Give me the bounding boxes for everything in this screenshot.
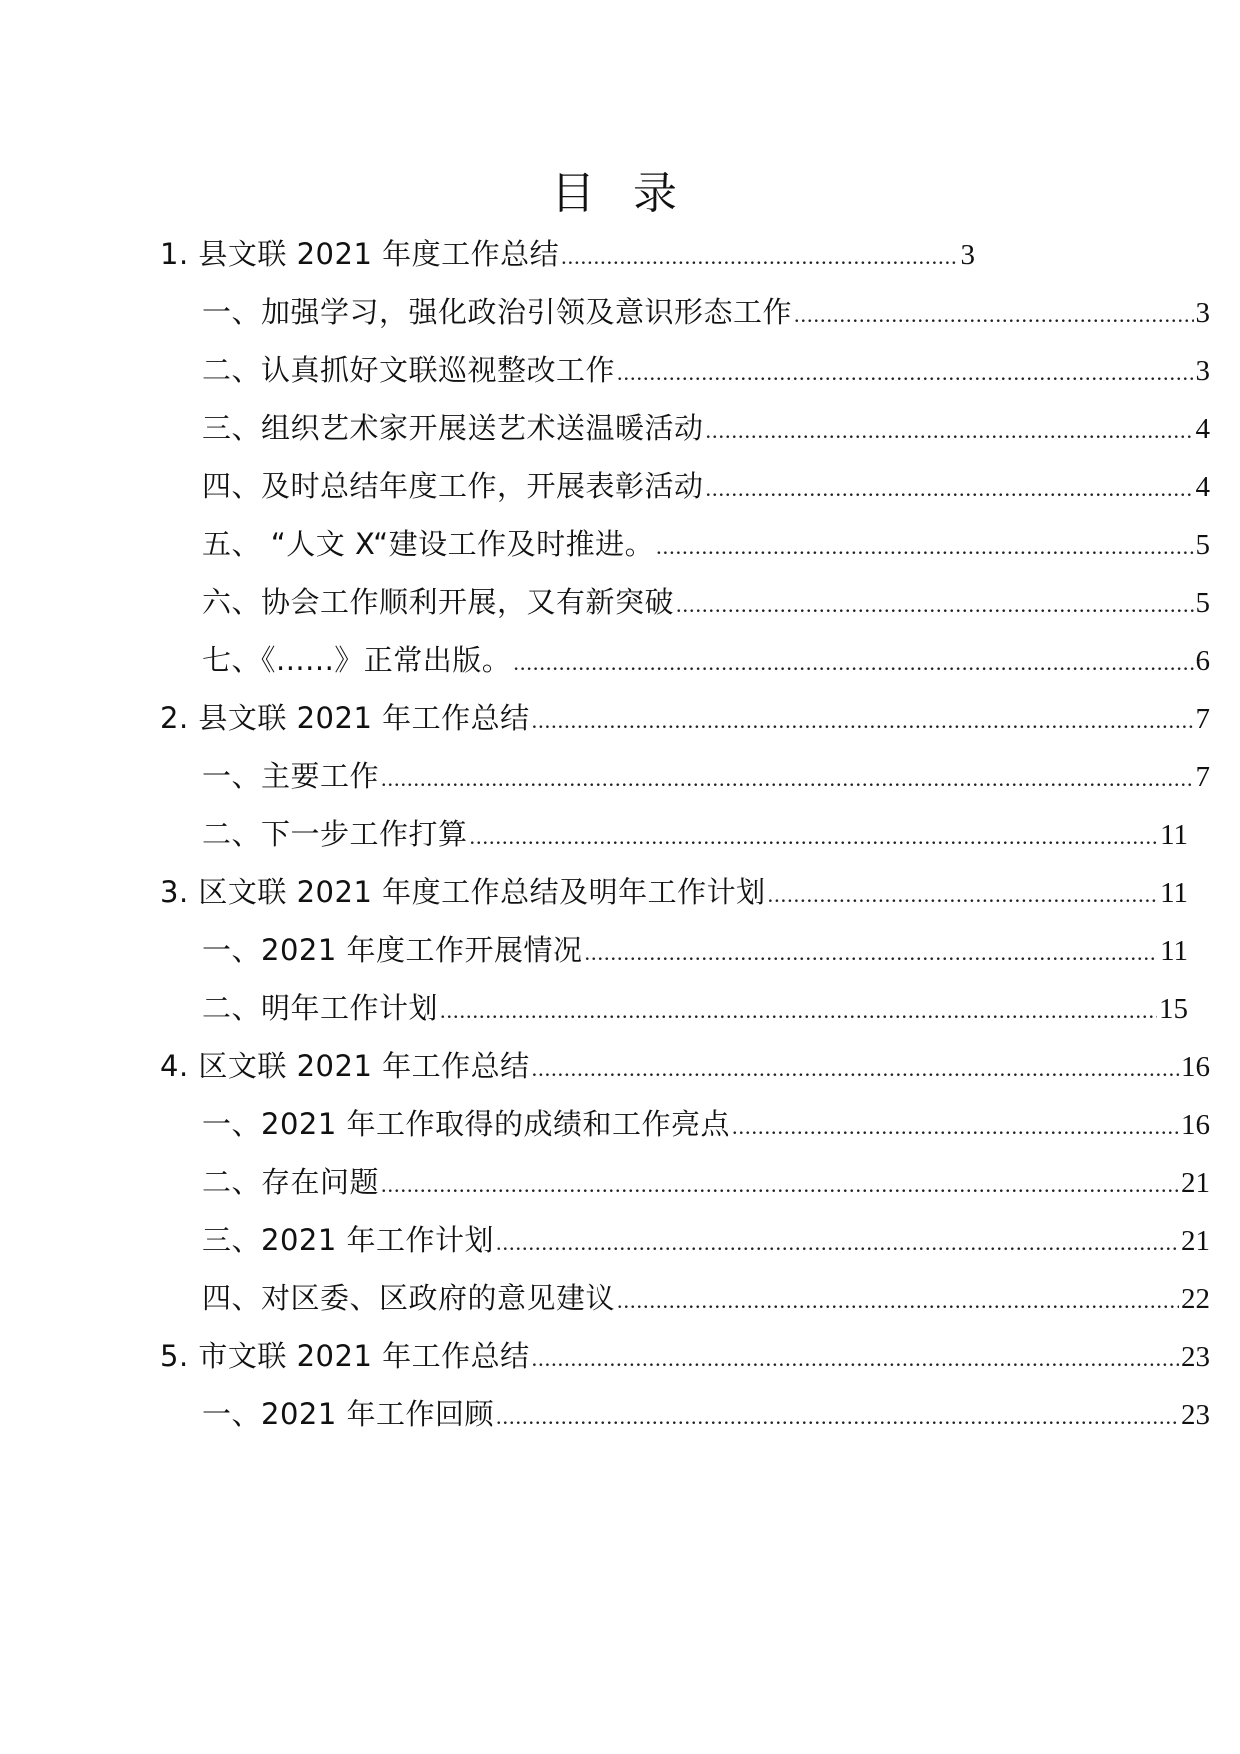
toc-entry[interactable] [202,348,1210,392]
dot-leader [706,409,1194,450]
toc-entry-title: 七、《......》正常出版。 [202,643,512,677]
dot-leader [496,1221,1179,1262]
dot-leader [532,1047,1179,1088]
toc-entry-page-number: 11 [1160,935,1188,967]
toc-entry-page-number: 6 [1195,645,1210,677]
dot-leader [768,873,1158,914]
toc-entry-title: 4. 区文联 2021 年工作总结 [160,1049,530,1083]
dot-leader [676,583,1193,624]
dot-leader [732,1105,1179,1146]
toc-entry[interactable] [202,464,1210,508]
toc-entry-page-number: 16 [1181,1109,1210,1141]
dot-leader [381,757,1193,798]
toc-entry[interactable] [202,406,1210,450]
toc-entry[interactable] [202,1276,1210,1320]
toc-entry-title: 四、对区委、区政府的意见建议 [202,1281,616,1315]
toc-entry-page-number: 4 [1195,413,1210,445]
toc-entry[interactable] [202,522,1210,566]
toc-entry[interactable] [202,812,1188,856]
toc-entry-title: 3. 区文联 2021 年度工作总结及明年工作计划 [160,875,766,909]
toc-entry-title: 三、组织艺术家开展送艺术送温暖活动 [202,411,704,445]
toc-entry[interactable] [202,754,1210,798]
toc-title: 目 录 [551,168,689,219]
toc-entry-title: 二、明年工作计划 [202,991,439,1025]
toc-entry-title: 2. 县文联 2021 年工作总结 [160,701,530,735]
toc-entry-page-number: 11 [1160,877,1188,909]
toc-entry[interactable] [160,696,1210,740]
toc-entry-title: 一、2021 年度工作开展情况 [202,933,583,967]
toc-entry[interactable] [160,1044,1210,1088]
dot-leader [561,235,958,276]
toc-entry[interactable] [202,580,1210,624]
toc-entry[interactable] [202,986,1188,1030]
toc-entry-title: 二、认真抓好文联巡视整改工作 [202,353,616,387]
toc-entry-page-number: 23 [1181,1399,1210,1431]
toc-entry-title: 1. 县文联 2021 年度工作总结 [160,237,560,271]
toc-entry-page-number: 3 [1195,355,1210,387]
toc-entry[interactable] [160,1334,1210,1378]
dot-leader [706,467,1194,508]
toc-entry-page-number: 4 [1195,471,1210,503]
toc-entry-title: 一、2021 年工作回顾 [202,1397,495,1431]
toc-entry-page-number: 7 [1195,761,1210,793]
toc-entry[interactable] [202,290,1210,334]
toc-entry[interactable] [202,1102,1210,1146]
toc-entry-title: 六、协会工作顺利开展，又有新突破 [202,585,675,619]
toc-entry-title: 二、下一步工作打算 [202,817,468,851]
toc-entry[interactable] [160,232,975,276]
toc-entry-page-number: 11 [1160,819,1188,851]
toc-entry-title: 三、2021 年工作计划 [202,1223,495,1257]
dot-leader [513,641,1193,682]
toc-entry[interactable] [202,928,1188,972]
toc-entry-page-number: 23 [1181,1341,1210,1373]
dot-leader [381,1163,1179,1204]
toc-entry[interactable] [202,1392,1210,1436]
dot-leader [656,525,1193,566]
toc-entry-title: 一、加强学习，强化政治引领及意识形态工作 [202,295,793,329]
dot-leader [532,1337,1179,1378]
toc-entry-page-number: 5 [1195,529,1210,561]
toc-entry-page-number: 21 [1181,1225,1210,1257]
dot-leader [496,1395,1179,1436]
toc-entry-page-number: 16 [1181,1051,1210,1083]
dot-leader [440,989,1157,1030]
toc-entry[interactable] [202,638,1210,682]
dot-leader [617,351,1193,392]
toc-entry-title: 五、 “人文 X“建设工作及时推进。 [202,527,655,561]
dot-leader [532,699,1194,740]
toc-entry-page-number: 15 [1159,993,1188,1025]
toc-entry-page-number: 22 [1181,1283,1210,1315]
toc-entry-page-number: 5 [1195,587,1210,619]
toc-entry-title: 一、2021 年工作取得的成绩和工作亮点 [202,1107,731,1141]
toc-entry-title: 四、及时总结年度工作，开展表彰活动 [202,469,704,503]
toc-entry-page-number: 21 [1181,1167,1210,1199]
dot-leader [617,1279,1179,1320]
toc-entry[interactable] [202,1218,1210,1262]
dot-leader [470,815,1159,856]
toc-entry-title: 一、主要工作 [202,759,380,793]
dot-leader [794,293,1193,334]
toc-entry-title: 二、存在问题 [202,1165,380,1199]
toc-entry[interactable] [202,1160,1210,1204]
toc-entry-title: 5. 市文联 2021 年工作总结 [160,1339,530,1373]
toc-entry-page-number: 3 [960,239,975,271]
toc-entry[interactable] [160,870,1188,914]
toc-entry-page-number: 7 [1195,703,1210,735]
dot-leader [585,931,1159,972]
toc-entry-page-number: 3 [1195,297,1210,329]
